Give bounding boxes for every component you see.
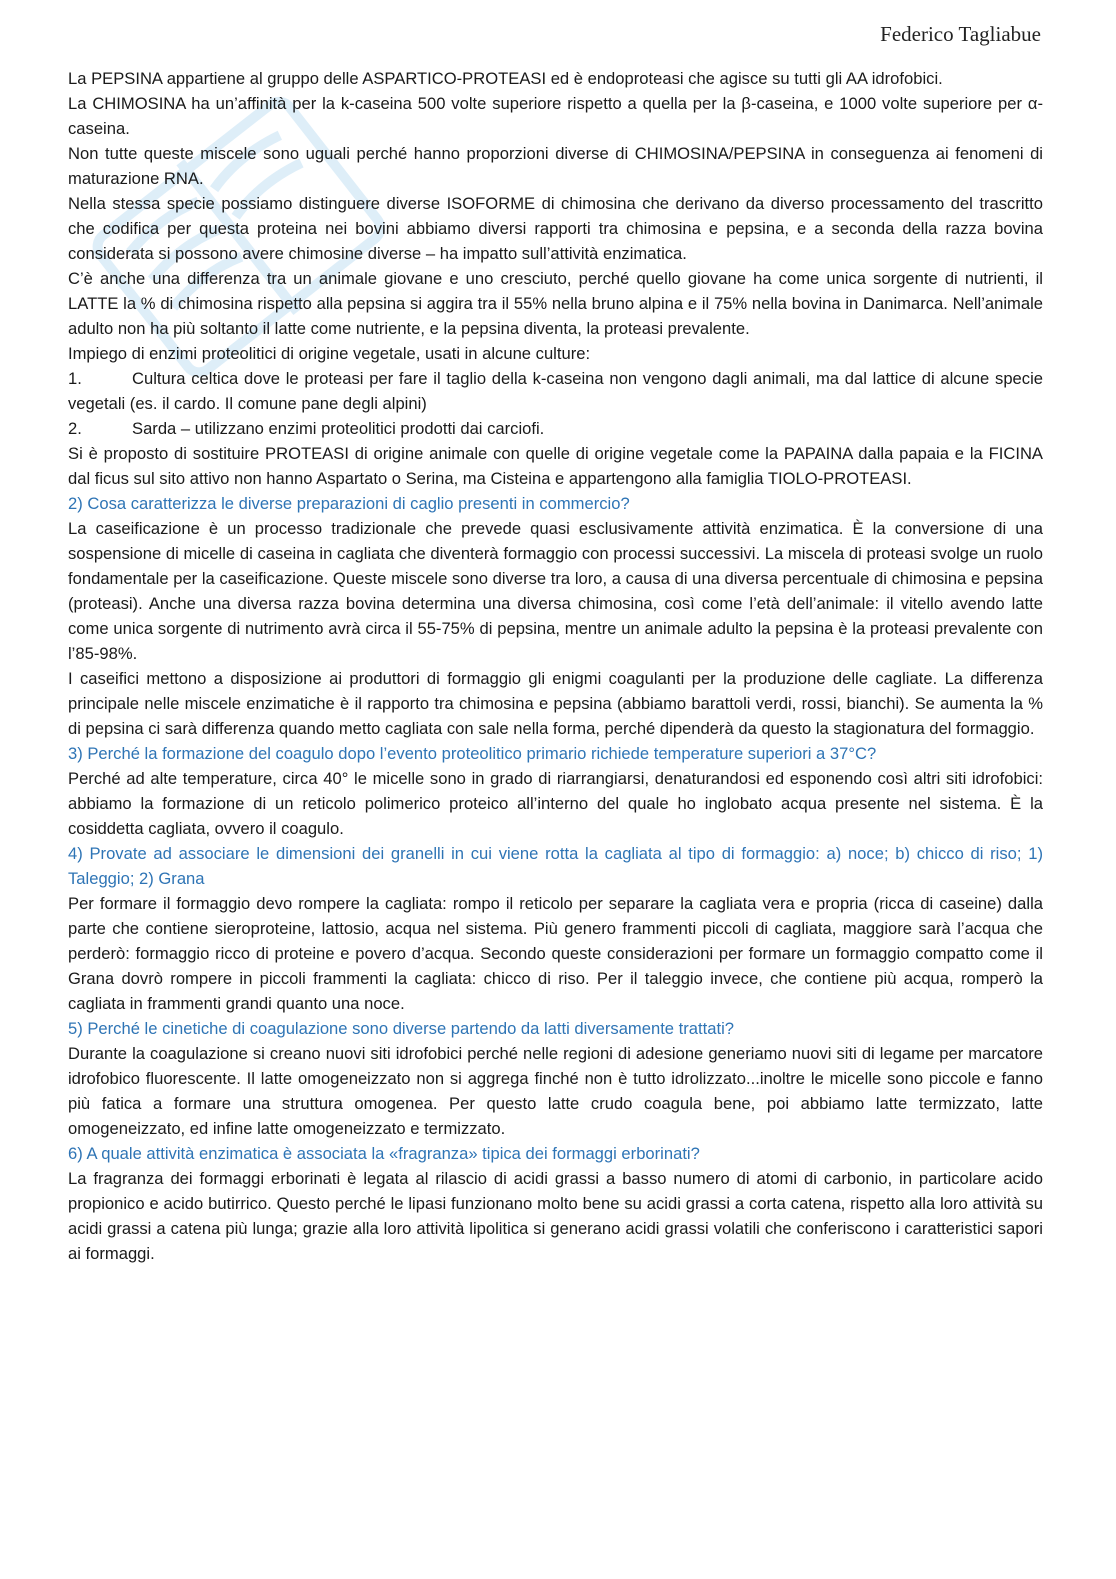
intro-paragraph-1: La PEPSINA appartiene al gruppo delle ASPARTICO-PROTEASI ed è endoproteasi che agisce su tutti gli AA idrofobici. — [68, 69, 943, 88]
list-item-number: 1. — [68, 369, 82, 388]
answer-paragraph: La fragranza dei formaggi erborinati è legata al rilascio di acidi grassi a basso numero di atomi di carbonio, in particolare acido propionico e acido butirrico. Questo perché le lipasi funzionano molto bene su acidi grassi a corta catena, rispetto alla loro attività su acidi grassi a catena più lunga; grazie alla loro attività lipolitica si generano acidi grassi volatili che conferiscono i caratteristici sapori ai formaggi. — [68, 1169, 1043, 1263]
list-item-number: 2. — [68, 419, 82, 438]
answer-paragraph: Durante la coagulazione si creano nuovi siti idrofobici perché nelle regioni di adesione generiamo nuovi siti di legame per marcatore idrofobico fluorescente. Il latte omogeneizzato non si aggrega finché non è tutto idrolizzato...inoltre le micelle sono piccole e fanno più fatica a formare una struttura omogenea. Per questo latte crudo coagula bene, poi abbiamo latte termizzato, latte omogeneizzato, ed infine latte omogeneizzato e termizzato. — [68, 1044, 1043, 1138]
header-author: Federico Tagliabue — [880, 22, 1041, 46]
document-body — [68, 66, 1043, 1266]
answer-paragraph: Perché ad alte temperature, circa 40° le micelle sono in grado di riarrangiarsi, denaturandosi ed esponendo così altri siti idrofobici: abbiamo la formazione di un reticolo polimerico proteico all’interno del quale ho inglobato acqua presente nel sistema. È la cosiddetta cagliata, ovvero il coagulo. — [68, 769, 1043, 838]
question-heading: 4) Provate ad associare le dimensioni dei granelli in cui viene rotta la cagliata al tipo di formaggio: a) noce; b) chicco di riso; 1) Taleggio; 2) Grana — [68, 844, 1043, 888]
answer-paragraph: Per formare il formaggio devo rompere la cagliata: rompo il reticolo per separare la cagliata vera e propria (ricca di caseine) dalla parte che contiene sieroproteine, lattosio, acqua nel sistema. Più genero frammenti piccoli di cagliata, maggiore sarà l’acqua che perderò: formaggio ricco di proteine e povero d’acqua. Secondo queste considerazioni per formare un formaggio compatto come il Grana dovrò rompere in piccoli frammenti la cagliata: chicco di riso. Per il taleggio invece, che contiene più acqua, romperò la cagliata in frammenti grandi quanto una noce. — [68, 894, 1043, 1013]
list-item — [68, 416, 1043, 441]
question-heading: 5) Perché le cinetiche di coagulazione sono diverse partendo da latti diversamente trattati? — [68, 1019, 734, 1038]
answer-paragraph: La caseificazione è un processo tradizionale che prevede quasi esclusivamente attività enzimatica. È la conversione di una sospensione di micelle di caseina in cagliata che diventerà formaggio con processi successivi. La miscela di proteasi svolge un ruolo fondamentale per la caseificazione. Queste miscele sono diverse tra loro, a causa di una diversa percentuale di chimosina e pepsina (proteasi). Anche una diversa razza bovina determina una diversa chimosina, così come l’età dell’animale: il vitello avendo latte come unica sorgente di nutrimento avrà circa il 55-75% di pepsina, mentre un animale adulto la pepsina è la proteasi prevalente con l’85-98%. — [68, 519, 1043, 663]
intro-paragraph-6: Impiego di enzimi proteolitici di origine vegetale, usati in alcune culture: — [68, 344, 591, 363]
list-item — [68, 366, 1043, 416]
question-heading: 2) Cosa caratterizza le diverse preparazioni di caglio presenti in commercio? — [68, 494, 630, 513]
intro-paragraph-4: Nella stessa specie possiamo distinguere diverse ISOFORME di chimosina che derivano da diverso processamento del trascritto che codifica per questa proteina nei bovini abbiamo diversi rapporti tra chimosina e pepsina, e a seconda della razza bovina considerata si possono avere chimosine diverse – ha impatto sull’attività enzimatica. — [68, 194, 1043, 263]
intro-paragraph-5: C’è anche una differenza tra un animale giovane e uno cresciuto, perché quello giovane ha come unica sorgente di nutrienti, il LATTE la % di chimosina rispetto alla pepsina si aggira tra il 55% nella bruno alpina e il 75% nella bovina in Danimarca. Nell’animale adulto non ha più soltanto il latte come nutriente, e la pepsina diventa, la proteasi prevalente. — [68, 269, 1043, 338]
intro-paragraph-7: Si è proposto di sostituire PROTEASI di origine animale con quelle di origine vegetale come la PAPAINA dalla papaia e la FICINA dal ficus sul sito attivo non hanno Aspartato o Serina, ma Cisteina e appartengono alla famiglia TIOLO-PROTEASI. — [68, 444, 1043, 488]
question-heading: 3) Perché la formazione del coagulo dopo l’evento proteolitico primario richiede temperature superiori a 37°C? — [68, 744, 877, 763]
list-item-text: Cultura celtica dove le proteasi per fare il taglio della k-caseina non vengono dagli animali, ma dal lattice di alcune specie vegetali (es. il cardo. Il comune pane degli alpini) — [68, 369, 1043, 413]
list-item-text: Sarda – utilizzano enzimi proteolitici prodotti dai carciofi. — [132, 419, 545, 438]
answer-paragraph: I caseifici mettono a disposizione ai produttori di formaggio gli enigmi coagulanti per la produzione delle cagliate. La differenza principale nelle miscele enzimatiche è il rapporto tra chimosina e pepsina (abbiamo barattoli verdi, rossi, bianchi). Se aumenta la % di pepsina ci sarà differenza quando metto cagliata con sale nella forma, perché dipenderà da questo la stagionatura del formaggio. — [68, 669, 1043, 738]
question-heading: 6) A quale attività enzimatica è associata la «fragranza» tipica dei formaggi erborinati? — [68, 1144, 700, 1163]
intro-paragraph-2: La CHIMOSINA ha un’affinità per la k-caseina 500 volte superiore rispetto a quella per la β-caseina, e 1000 volte superiore per α-caseina. — [68, 94, 1043, 138]
intro-paragraph-3: Non tutte queste miscele sono uguali perché hanno proporzioni diverse di CHIMOSINA/PEPSINA in conseguenza ai fenomeni di maturazione RNA. — [68, 144, 1043, 188]
